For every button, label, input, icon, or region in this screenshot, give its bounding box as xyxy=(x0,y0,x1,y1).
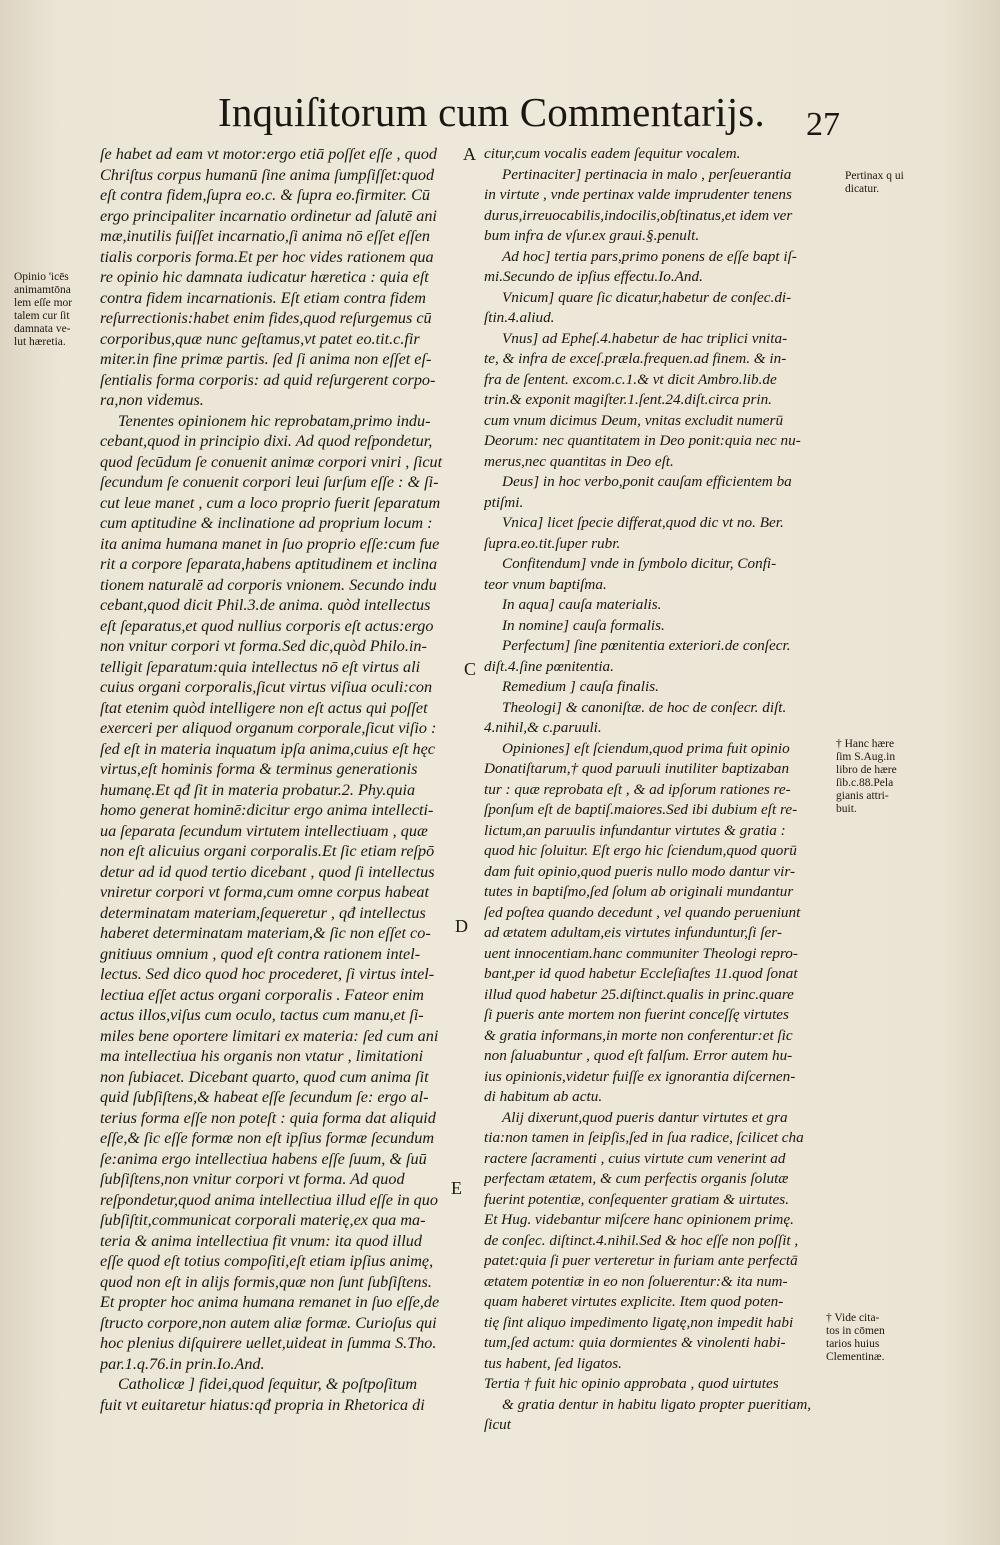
left-column-line: Et propter hoc anima humana remanet in ſuo eſſe,de xyxy=(100,1293,440,1311)
right-column-line: ſponſum eſt de baptiſ.maiores.Sed ibi dubium eſt re- xyxy=(484,801,798,818)
running-title: Inquiſitorum cum Commentarijs. xyxy=(218,89,765,135)
right-column-line: di habitum ab actu. xyxy=(484,1088,603,1105)
right-column-line: Tertia † fuit hic opinio approbata , quod uirtutes xyxy=(484,1375,779,1392)
right-column-line: ſi pueris ante mortem non fuerint conceſſę virtutes xyxy=(484,1006,789,1023)
margin-note-right-bottom xyxy=(826,1312,885,1364)
right-column-line: Remedium ] cauſa finalis. xyxy=(502,678,659,695)
right-column-line: lictum,an paruulis infundantur virtutes & gratia : xyxy=(484,821,786,839)
left-column-line: contra fidem incarnationis. Eſt etiam contra fidem xyxy=(100,288,426,307)
left-column-line: vniretur corpori vt forma,cum omne corpus habeat xyxy=(100,883,429,901)
right-column-line: Deus] in hoc verbo,ponit cauſam efficientem ba xyxy=(502,473,792,490)
margin-note-right-top xyxy=(845,170,904,196)
left-column-line: ſecundum ſe conuenit corpori leui ſurſum eſſe : & ſi- xyxy=(100,473,439,491)
left-column-line: tialis corporis forma.Et per hoc vides rationem qua xyxy=(100,247,434,266)
right-column-line: cum vnum dicimus Deum, vnitas excludit numerū xyxy=(484,411,784,429)
right-column-line: fuerint potentiæ, conſequenter gratiam & uirtutes. xyxy=(484,1190,789,1208)
right-column-line: Vnus] ad Epheſ.4.habetur de hac triplici vnita- xyxy=(502,329,788,347)
margin-note-line: † Vide cita- xyxy=(826,1312,880,1324)
right-column-line: Opiniones] eſt ſciendum,quod prima fuit opinio xyxy=(502,739,790,757)
right-column-line: tutes in baptiſmo,ſed ſolum ab originali mundantur xyxy=(484,883,794,900)
left-column-line: ma intellectiua his organis non vtatur , limitationi xyxy=(100,1047,424,1065)
page-number: 27 xyxy=(806,106,840,143)
margin-note-line: tos in cōmen xyxy=(826,1325,885,1337)
left-column-line: determinatam materiam,ſequeretur , qđ intellectus xyxy=(100,903,426,922)
right-column-line: trin.& exponit magiſter.1.ſent.24.diſt.circa prin. xyxy=(484,391,772,408)
right-column-line: citur,cum vocalis eadem ſequitur vocalem. xyxy=(484,145,741,162)
right-column-line: uent innocentiam.hanc communiter Theologi repro- xyxy=(484,944,798,962)
right-column-line: Ad hoc] tertia pars,primo ponens de eſſe bapt iſ- xyxy=(502,247,797,265)
right-column-line: durus,irreuocabilis,indocilis,obſtinatus,et idem ver xyxy=(484,206,793,224)
margin-note-line: libro de hære xyxy=(836,764,897,776)
right-column-line: Vnicum] quare ſic dicatur,habetur de conſec.di- xyxy=(502,288,792,306)
right-column-line: In aqua] cauſa materialis. xyxy=(502,596,662,613)
right-column-line: mi.Secundo de ipſius effectu.Io.And. xyxy=(484,268,703,285)
left-column-line: cum aptitudine & inclinatione ad proprium locum : xyxy=(100,514,433,532)
left-column-line: tionem naturalē ad corporis vnionem. Secundo indu xyxy=(100,575,437,594)
margin-note-line: buit. xyxy=(836,803,857,815)
right-column-line: ptiſmi. xyxy=(484,493,524,511)
right-column-line: quam haberet virtutes explicite. Item quod poten- xyxy=(484,1293,784,1310)
left-column-line: eſſe quod eſt totius compoſiti,eſt etiam ipſius animę, xyxy=(100,1252,434,1270)
left-column-line: exerceri per aliquod organum corporale,ſicut viſio : xyxy=(100,719,437,737)
margin-note-line: Clementinæ. xyxy=(826,1351,885,1363)
left-column-line: fuit vt euitaretur hiatus:qđ propria in Rhetorica di xyxy=(100,1395,425,1414)
left-column-line: corporibus,quæ nunc geſtamus,vt patet eo.tit.c.fir xyxy=(100,329,420,348)
margin-note-line: tarios huius xyxy=(826,1338,880,1350)
right-column-line: Theologi] & canoniſtæ. de hoc de conſecr. diſt. xyxy=(502,698,787,716)
margin-note-line: Pertinax q ui xyxy=(845,170,904,182)
left-column-line: ſtat etenim quòd intelligere non eſt actus qui poſſet xyxy=(100,698,428,717)
right-column-line: illud quod habetur 25.diſtinct.qualis in princ.quare xyxy=(484,985,794,1003)
left-column-line: teria & anima intellectiua fit vnum: ita quod illud xyxy=(100,1231,422,1250)
right-column-line: & gratia informans,in morte non conferentur:et ſic xyxy=(484,1026,793,1044)
right-column-line: diſt.4.ſine pœnitentia. xyxy=(484,657,614,675)
right-column-line: Vnica] licet ſpecie differat,quod dic vt no. Ber. xyxy=(502,514,784,531)
margin-note-line: gianis attri- xyxy=(836,790,889,802)
left-column-line: ſe habet ad eam vt motor:ergo etiā poſſet eſſe , quod xyxy=(100,145,438,163)
margin-note-line: dicatur. xyxy=(845,183,880,195)
left-column-line: reſpondetur,quod anima intellectiua illud eſſe in quo xyxy=(100,1190,438,1209)
left-column-line: ita anima humana manet in ſuo proprio eſſe:cum fue xyxy=(100,534,440,553)
right-column-line: dam fuit opinio,quod pueris nullo modo dantur vir- xyxy=(484,862,796,880)
right-column-line: 4.nihil,& c.paruuli. xyxy=(484,719,602,736)
margin-note-line: lut hæretia. xyxy=(14,336,66,348)
right-column-line: fra de ſentent. excom.c.1.& vt dicit Ambro.lib.de xyxy=(484,370,777,388)
left-column-line: cut leue manet , cum a loco proprio fuerit ſeparatum xyxy=(100,493,441,512)
left-column-line: ſubſiſtens,non vnitur corpori vt forma. Ad quod xyxy=(100,1170,405,1188)
margin-note-line: Opinio 'icēs xyxy=(14,271,69,283)
left-column-line: haberet determinatam materiam,& ſic non eſſet co- xyxy=(100,924,431,942)
left-column-line: ſe:anima ergo intellectiua habens eſſe ſuum, & ſuū xyxy=(100,1149,427,1168)
margin-note-line: animamtōna xyxy=(14,284,71,296)
margin-note-line: ſim S.Aug.in xyxy=(836,751,896,763)
right-column-line: merus,nec quantitas in Deo eſt. xyxy=(484,452,674,470)
left-column-line: par.1.q.76.in prin.Io.And. xyxy=(100,1354,265,1373)
right-column-line: Deorum: nec quantitatem in Deo ponit:quia nec nu- xyxy=(484,432,801,449)
right-column-line: ad ætatem adultam,eis virtutes infunduntur,ſi ſer- xyxy=(484,924,782,941)
margin-note-right-mid xyxy=(836,738,897,816)
left-column-line: humanę.Et qđ ſit in materia probatur.2. Phy.quia xyxy=(100,780,416,799)
right-column-line: teor vnum baptiſma. xyxy=(484,575,607,593)
right-column-line: patet:quia ſi puer verteretur in furiam ante perfectā xyxy=(484,1252,798,1269)
right-column-line: perfectam ætatem, & cum perfectis organis ſolutæ xyxy=(484,1170,789,1187)
right-column-line: ractere ſacramenti , cuius virtute cum venerint ad xyxy=(484,1149,786,1167)
left-column-line: rit a corpore ſeparata,habens aptitudinem et inclina xyxy=(100,555,438,573)
left-column-line: quid ſubſiſtens,& habeat eſſe ſecundum ſe: ergo al- xyxy=(100,1088,429,1106)
margin-note-left xyxy=(14,271,72,349)
right-column-line: tia:non tamen in ſeipſis,ſed in ſua radice, ſcilicet cha xyxy=(484,1129,804,1146)
left-column-line: telligit ſeparatum:quia intellectus nō eſt virtus ali xyxy=(100,657,421,676)
right-column-line: te, & infra de exceſ.præla.frequen.ad finem. & in- xyxy=(484,350,787,367)
right-column-line: Alij dixerunt,quod pueris dantur virtutes et gra xyxy=(502,1108,788,1126)
left-column-line: Catholicæ ] fidei,quod ſequitur, & poſtpoſitum xyxy=(118,1375,418,1393)
left-column-line: homo generat hominē:dicitur ergo anima intellecti- xyxy=(100,801,434,819)
right-column-line: ius opinionis,videtur fuiſſe ex ignorantia diſcernen- xyxy=(484,1067,796,1085)
left-column-line: mæ,inutilis fuiſſet incarnatio,ſi anima nō eſſet eſſen xyxy=(100,227,431,245)
margin-note-line: † Hanc hære xyxy=(836,738,895,750)
right-column-line: ætatem potentiæ in eo non ſoluerentur:& ita num- xyxy=(484,1272,788,1290)
left-column-line: ſentialis forma corporis: ad quid reſurgerent corpo- xyxy=(100,370,436,389)
left-column-line: miter.in fine primæ partis. ſed ſi anima non eſſet eſ- xyxy=(100,350,432,368)
left-column-line: lectus. Sed dico quod hoc procederet, ſi virtus intel- xyxy=(100,965,435,983)
left-column-line: ergo principaliter incarnatio ordinetur ad ſalutē ani xyxy=(100,206,437,225)
margin-note-line: talem cur ſit xyxy=(14,310,70,322)
right-column-line: Pertinaciter] pertinacia in malo , perſeuerantia xyxy=(502,165,792,183)
left-column-line: terius forma eſſe non poteſt : quia forma dat aliquid xyxy=(100,1108,436,1127)
left-column-line: ſtructo corpore,non autem aliæ formæ. Curioſus qui xyxy=(100,1313,437,1332)
left-column-line: quod non eſt in alijs formis,quæ non ſunt ſubſiſtens. xyxy=(100,1272,432,1291)
right-column-line: tum,ſed actum: quia dormientes & vinolenti habi- xyxy=(484,1334,786,1351)
left-column-line: lectiua eſſet actus organi corporalis . Fateor enim xyxy=(100,985,425,1004)
left-column-line: cuius organi corporalis,ſicut virtus viſiua oculi:con xyxy=(100,678,433,696)
left-column-line: quod ſecūdum ſe conuenit animæ corpori vniri , ſicut xyxy=(100,452,443,471)
left-column-line: detur ad id quod tertio dicebant , quod ſi intellectus xyxy=(100,862,435,881)
section-letter-e: E xyxy=(451,1178,462,1198)
left-column xyxy=(100,144,458,1415)
left-column-line: ua ſeparata ſecundum virtutem intellectiuam , quæ xyxy=(100,821,428,840)
right-column-line: tię ſint aliquo impedimento ligatę,non impedit habi xyxy=(484,1313,794,1331)
left-column-line: hoc plenius diſquirere uellet,uideat in ſumma S.Tho. xyxy=(100,1334,437,1352)
left-column-line: eſſe,& ſic eſſe formæ non eſt ipſius formæ ſecundum xyxy=(100,1129,435,1147)
left-column-line: gnitiuus omnium , quod eſt contra rationem intel- xyxy=(100,944,421,963)
right-column-line: ſicut xyxy=(484,1416,511,1433)
left-column-line: eſt ſeparatus,et quod nullius corporis eſt actus:ergo xyxy=(100,616,434,635)
left-column-line: virtus,eſt hominis forma & terminus generationis xyxy=(100,760,418,778)
right-column-line: tus habent, ſed ligatos. xyxy=(484,1354,622,1372)
left-column-line: Tenentes opinionem hic reprobatam,primo indu- xyxy=(118,411,431,430)
left-column-line: eſt contra fidem,ſupra eo.c. & ſupra eo.firmiter. Cū xyxy=(100,186,431,204)
left-column-line: non vnitur corpori vt forma.Sed dic,quòd Philo.in- xyxy=(100,637,427,655)
section-letter-c: C xyxy=(464,659,477,679)
left-column-line: cebant,quod dicit Phil.3.de anima. quòd intellectus xyxy=(100,596,431,614)
right-column-line: bum infra de vſur.ex graui.§.penult. xyxy=(484,227,700,244)
right-column-line: In nomine] cauſa formalis. xyxy=(502,616,665,634)
left-column-line: actus illos,viſus cum oculo, tactus cum manu,et ſi- xyxy=(100,1006,424,1024)
right-column xyxy=(484,144,839,1436)
section-letter-d: D xyxy=(455,916,468,936)
left-column-line: non ſubiacet. Dicebant quarto, quod cum anima ſit xyxy=(100,1067,429,1086)
section-letter-a: A xyxy=(463,144,476,164)
right-column-line: in virtute , vnde pertinax valde imprudenter tenens xyxy=(484,186,792,203)
left-column-line: re opinio hic damnata iudicatur hæretica : quia eſt xyxy=(100,268,429,286)
right-column-line: ſtin.4.aliud. xyxy=(484,309,555,326)
right-column-line: Confitendum] vnde in ſymbolo dicitur, Confi- xyxy=(502,555,777,572)
right-column-line: ſupra.eo.tit.ſuper rubr. xyxy=(484,534,621,552)
left-column-line: ſubſiſtit,communicat corporali materię,ex qua ma- xyxy=(100,1211,426,1229)
right-column-line: quod hic ſoluitur. Eſt ergo hic ſciendum,quod quorū xyxy=(484,842,797,859)
right-column-line: de conſec. diſtinct.4.nihil.Sed & hoc eſſe non poſſit , xyxy=(484,1231,799,1249)
left-column-line: ſed eſt in materia inquatum ipſa anima,cuius eſt hęc xyxy=(100,739,435,758)
right-column-line: Perfectum] ſine pœnitentia exteriori.de conſecr. xyxy=(502,637,791,654)
left-column-line: ra,non videmus. xyxy=(100,391,204,409)
right-column-line: tur : quæ reprobata eſt , & ad ipſorum rationes re- xyxy=(484,780,791,798)
right-column-line: non ſaluabuntur , quod eſt falſum. Error autem hu- xyxy=(484,1047,793,1064)
left-column-line: cebant,quod in principio dixi. Ad quod reſpondetur, xyxy=(100,432,433,450)
right-column-line: & gratia dentur in habitu ligato propter pueritiam, xyxy=(502,1395,812,1413)
right-column-line: Et Hug. videbantur miſcere hanc opinionem primę. xyxy=(484,1211,794,1228)
margin-note-line: ſib.c.88.Pela xyxy=(836,777,894,789)
right-column-line: Donatiſtarum,† quod paruuli inutiliter baptizaban xyxy=(484,760,790,777)
left-column-line: Chriſtus corpus humanū ſine anima ſumpſiſſet:quod xyxy=(100,165,435,184)
left-column-line: miles bene oportere limitari ex materia: ſed cum ani xyxy=(100,1026,439,1045)
margin-note-line: damnata ve- xyxy=(14,323,71,335)
left-column-line: non eſt alicuius organi corporalis.Et ſic etiam reſpō xyxy=(100,842,435,860)
margin-note-line: lem eſſe mor xyxy=(14,297,73,309)
right-column-line: ſed poſtea quando decedunt , vel quando perueniunt xyxy=(484,903,801,921)
right-column-line: bant,per id quod habetur Eccleſiaſtes 11.quod ſonat xyxy=(484,965,798,982)
left-column-line: reſurrectionis:habet enim fides,quod reſurgemus cū xyxy=(100,309,432,327)
